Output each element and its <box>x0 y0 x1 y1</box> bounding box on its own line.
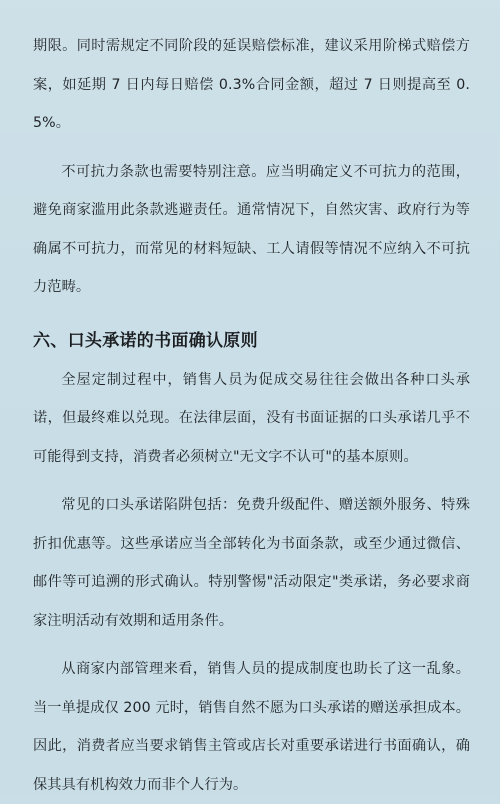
paragraph-delay-compensation: 期限。同时需规定不同阶段的延误赔偿标准，建议采用阶梯式赔偿方案，如延期 7 日内每日赔偿 0.3%合同金额，超过 7 日则提高至 0.5%。 <box>33 38 470 131</box>
section-title: 六、口头承诺的书面确认原则 <box>33 330 258 351</box>
paragraph-internal-management: 从商家内部管理来看，销售人员的提成制度也助长了这一乱象。当一单提成仅 200 元时，销售自然不愿为口头承诺的赠送承担成本。因此，消费者应当要求销售主管或店长对重要承诺进行书面确认，确保其具有机构效力而非个人行为。 <box>33 661 470 793</box>
paragraph-force-majeure: 不可抗力条款也需要特别注意。应当明确定义不可抗力的范围，避免商家滥用此条款逃避责任。通常情况下，自然灾害、政府行为等确属不可抗力，而常见的材料短缺、工人请假等情况不应纳入不可抗力范畴。 <box>33 163 470 295</box>
paragraph-promise-traps: 常见的口头承诺陷阱包括：免费升级配件、赠送额外服务、特殊折扣优惠等。这些承诺应当全部转化为书面条款，或至少通过微信、邮件等可追溯的形式确认。特别警惕"活动限定"类承诺，务必要求商家注明活动有效期和适用条件。 <box>33 497 470 629</box>
paragraph-verbal-promises: 全屋定制过程中，销售人员为促成交易往往会做出各种口头承诺，但最终难以兑现。在法律层面，没有书面证据的口头承诺几乎不可能得到支持，消费者必须树立"无文字不认可"的基本原则。 <box>33 371 470 465</box>
